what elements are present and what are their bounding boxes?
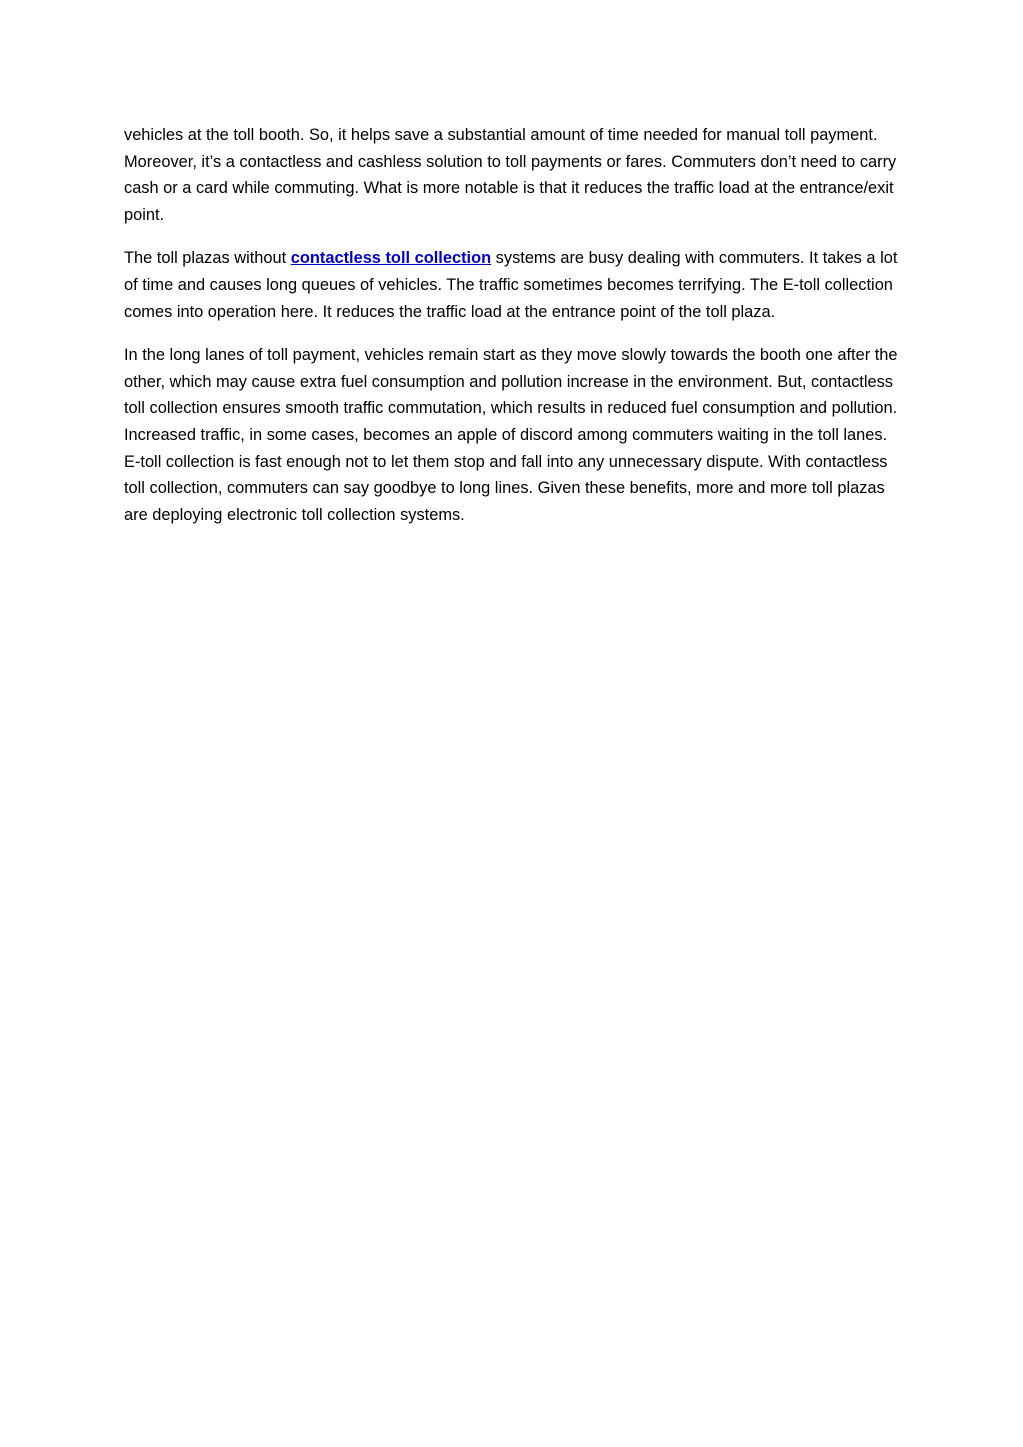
document-body bbox=[124, 122, 904, 545]
paragraph-2-text-before-link: The toll plazas without bbox=[124, 249, 291, 268]
paragraph-3: In the long lanes of toll payment, vehicles remain start as they move slowly towards the booth one after the other, which may cause extra fuel consumption and pollution increase in the environment. But, contactless toll collection ensures smooth traffic commutation, which results in reduced fuel consumption and pollution. Increased traffic, in some cases, becomes an apple of discord among commuters waiting in the toll lanes. E-toll collection is fast enough not to let them stop and fall into any unnecessary dispute. With contactless toll collection, commuters can say goodbye to long lines. Given these benefits, more and more toll plazas are deploying electronic toll collection systems. bbox=[124, 346, 898, 524]
paragraph-2 bbox=[124, 245, 904, 325]
paragraph-2-text-after-link: systems are busy dealing with commuters. It takes a lot of time and causes long queues of vehicles. The traffic sometimes becomes terrifying. The E-toll collection comes into operation here. It reduces the traffic load at the entrance point of the toll plaza. bbox=[124, 249, 898, 321]
paragraph-1: vehicles at the toll booth. So, it helps save a substantial amount of time needed for manual toll payment. Moreover, it’s a contactless and cashless solution to toll payments or fares. Commuters don’t need to carry cash or a card while commuting. What is more notable is that it reduces the traffic load at the entrance/exit point. bbox=[124, 126, 897, 224]
contactless-toll-collection-link[interactable]: contactless toll collection bbox=[290, 249, 492, 268]
